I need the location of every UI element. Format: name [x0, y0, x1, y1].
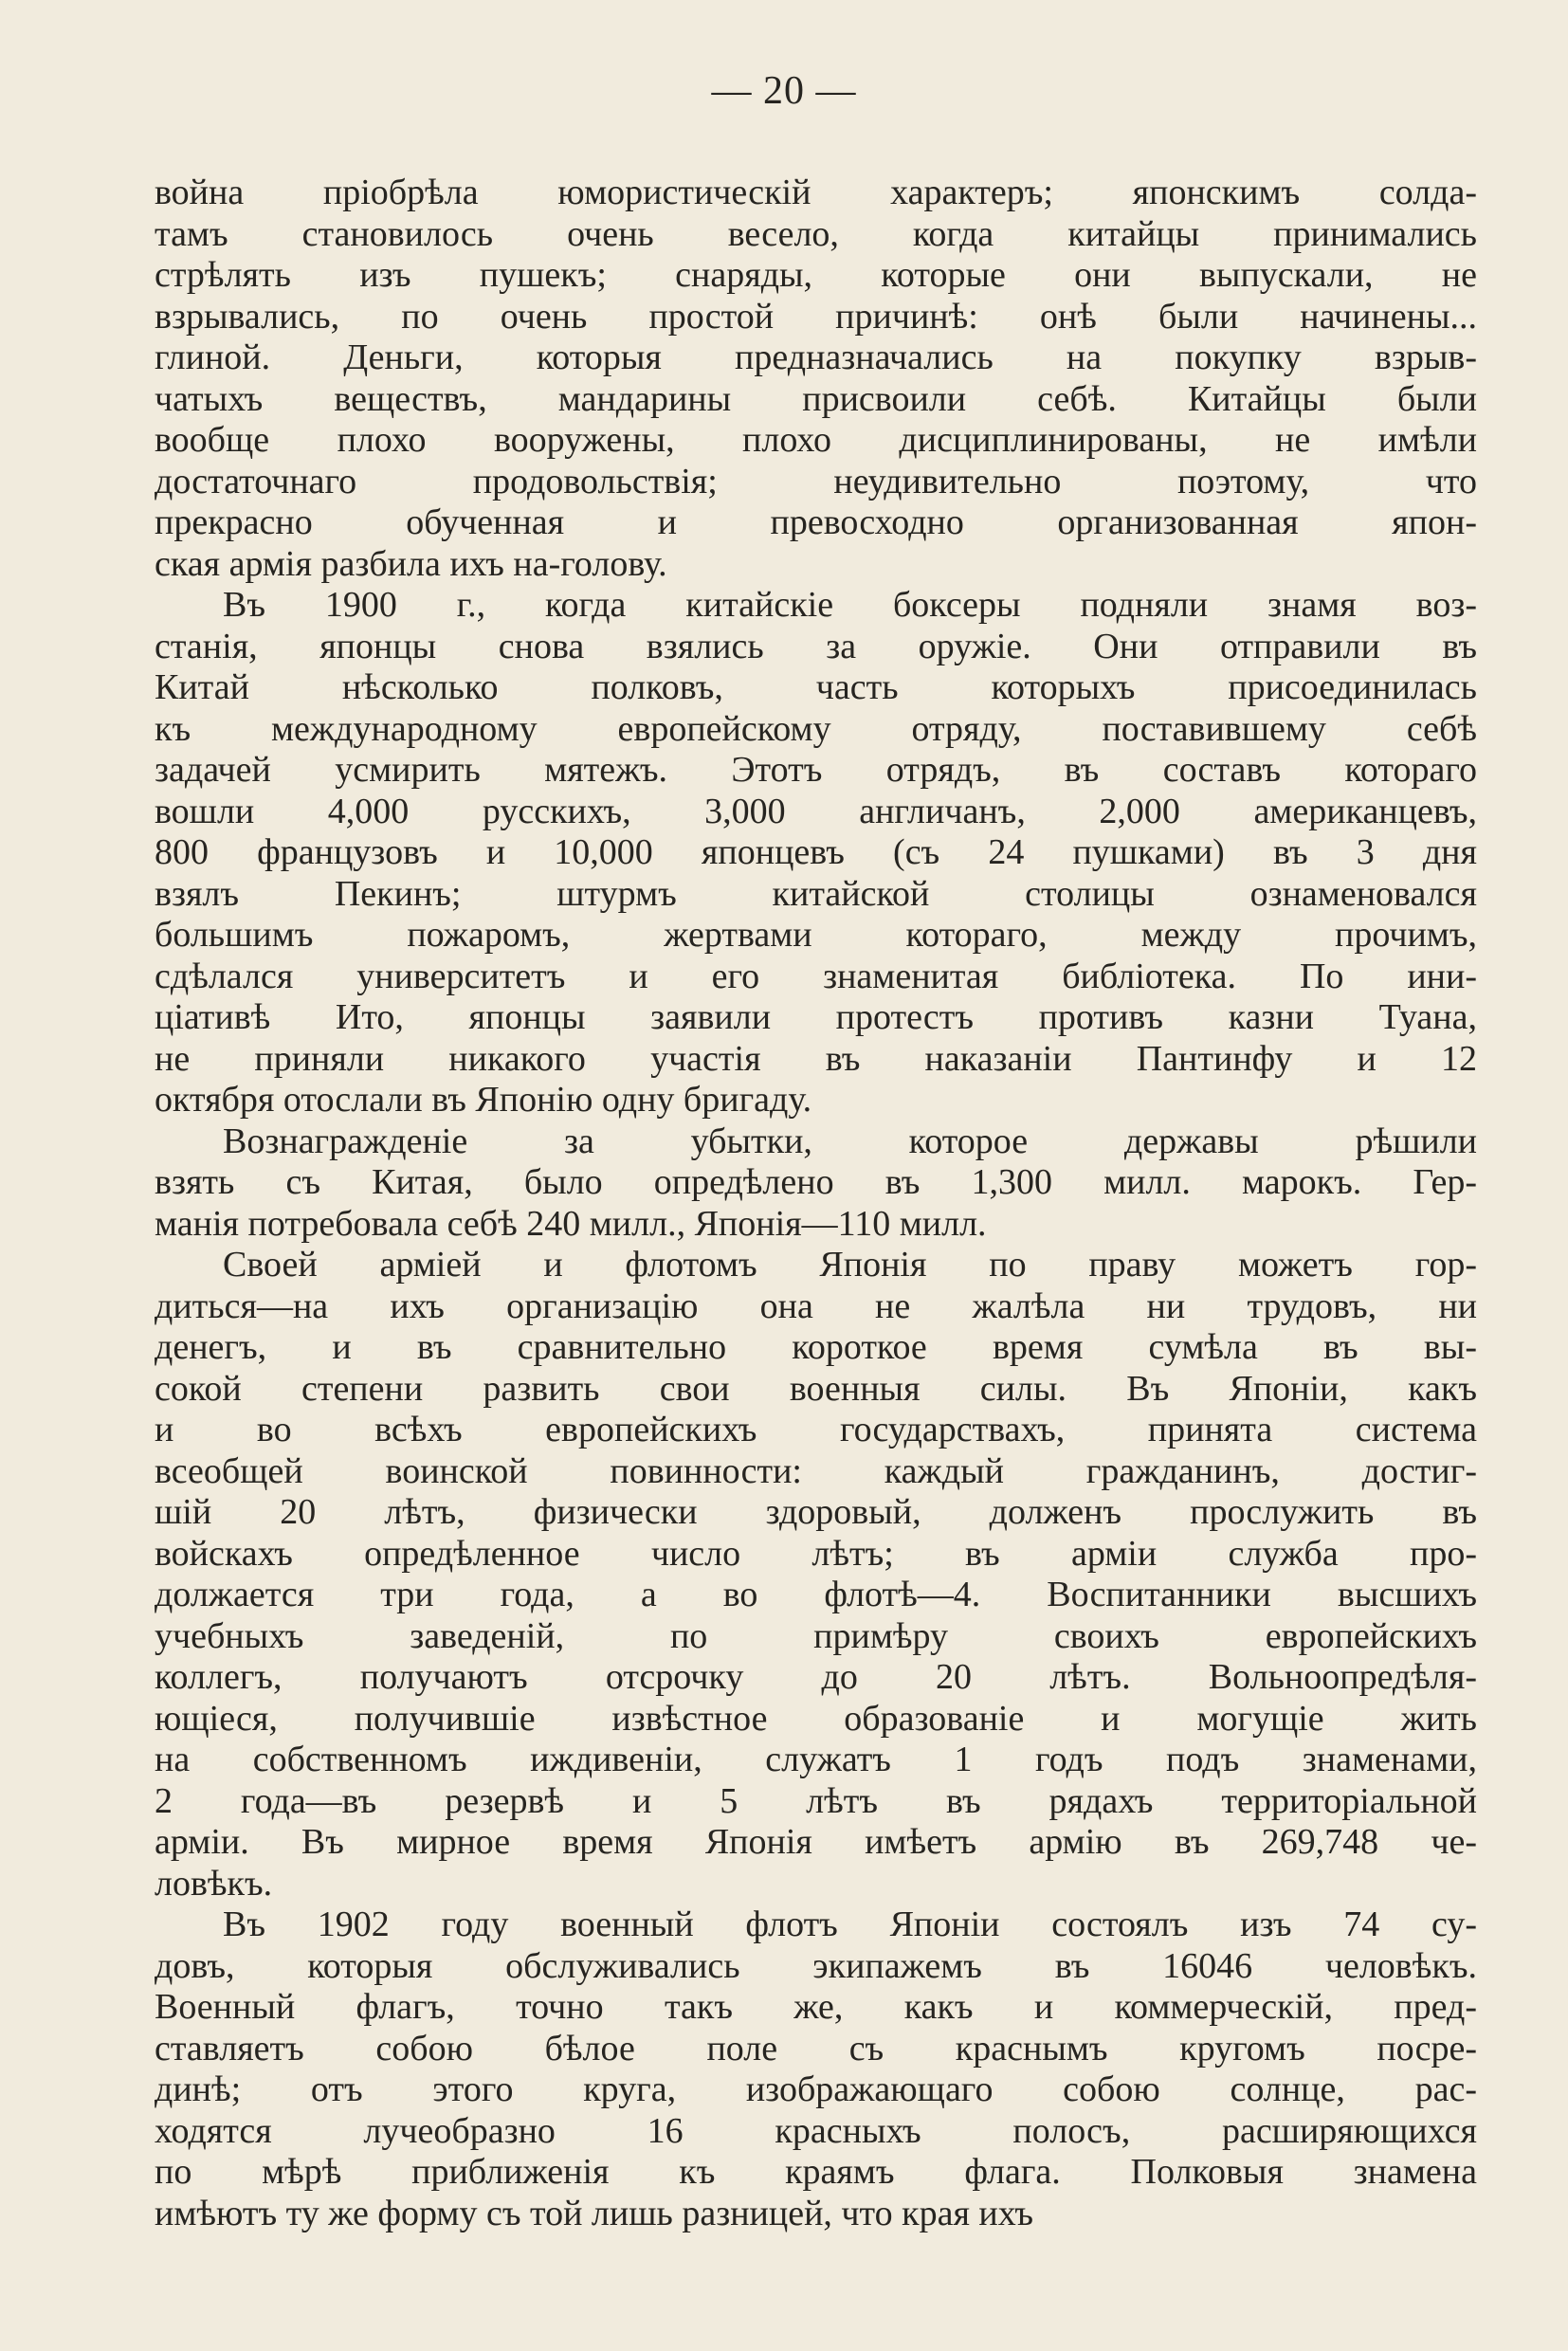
- text-line: стрѣлять изъ пушекъ; снаряды, которые они выпускали, не: [155, 255, 1477, 295]
- text-line: станія, японцы снова взялись за оружіе. Они отправили въ: [155, 626, 1477, 666]
- text-line: шій 20 лѣтъ, физически здоровый, долженъ прослужить въ: [155, 1492, 1477, 1532]
- text-line: взять съ Китая, было опредѣлено въ 1,300 милл. марокъ. Гер-: [155, 1162, 1477, 1202]
- text-line: ющіеся, получившіе извѣстное образованіе и могущіе жить: [155, 1698, 1477, 1739]
- text-line: всеобщей воинской повинности: каждый гражданинъ, достиг-: [155, 1450, 1477, 1491]
- text-line: глиной. Деньги, которыя предназначались на покупку взрыв-: [155, 337, 1477, 377]
- text-line: прекрасно обученная и превосходно организованная япон-: [155, 502, 1477, 542]
- text-line: денегъ, и въ сравнительно короткое время сумѣла въ вы-: [155, 1327, 1477, 1367]
- text-line: на собственномъ иждивеніи, служатъ 1 годъ подъ знаменами,: [155, 1740, 1477, 1779]
- text-line: ходятся лучеобразно 16 красныхъ полосъ, расширяющихся: [155, 2110, 1477, 2151]
- text-line: и во всѣхъ европейскихъ государствахъ, принята система: [155, 1410, 1477, 1449]
- text-line: вообще плохо вооружены, плохо дисциплинированы, не имѣли: [155, 420, 1477, 460]
- text-line: достаточнаго продовольствія; неудивительно поэтому, что: [155, 461, 1477, 501]
- paragraph: [155, 585, 1477, 1121]
- text-line: ціативѣ Ито, японцы заявили протестъ противъ казни Туана,: [155, 997, 1477, 1037]
- text-line: большимъ пожаромъ, жертвами котораго, между прочимъ,: [155, 915, 1477, 955]
- text-line: должается три года, а во флотѣ—4. Воспитанники высшихъ: [155, 1575, 1477, 1614]
- text-line: октября отослали въ Японію одну бригаду.: [155, 1080, 812, 1120]
- text-line: по мѣрѣ приближенія къ краямъ флага. Полковыя знамена: [155, 2152, 1477, 2192]
- text-line: взялъ Пекинъ; штурмъ китайской столицы ознаменовался: [155, 873, 1477, 914]
- text-line: задачей усмирить мятежъ. Этотъ отрядъ, въ составъ котораго: [155, 750, 1477, 790]
- text-line: сокой степени развить свои военныя силы. Въ Японіи, какъ: [155, 1368, 1477, 1409]
- paragraph: [155, 1121, 1477, 1246]
- text-line: учебныхъ заведеній, по примѣру своихъ европейскихъ: [155, 1615, 1477, 1656]
- text-line: ставляетъ собою бѣлое поле съ краснымъ кругомъ посре-: [155, 2028, 1477, 2069]
- text-line: сдѣлался университетъ и его знаменитая библіотека. По ини-: [155, 956, 1477, 996]
- text-line: взрывались, по очень простой причинѣ: онѣ были начинены...: [155, 296, 1477, 337]
- text-line: ская армія разбила ихъ на-голову.: [155, 543, 667, 584]
- body-text: [155, 173, 1477, 2234]
- paragraph: [155, 173, 1477, 585]
- text-line: война пріобрѣла юмористическій характеръ; японскимъ солда-: [155, 173, 1477, 212]
- text-line: Вознагражденіе за убытки, которое державы рѣшили: [223, 1121, 1477, 1161]
- text-line: вошли 4,000 русскихъ, 3,000 англичанъ, 2,000 американцевъ,: [155, 791, 1477, 831]
- text-line: чатыхъ веществъ, мандарины присвоили себѣ. Китайцы были: [155, 378, 1477, 419]
- text-line: арміи. Въ мирное время Японія имѣетъ армію въ 269,748 че-: [155, 1822, 1477, 1862]
- text-line: Въ 1900 г., когда китайскіе боксеры подняли знамя воз-: [223, 585, 1477, 625]
- text-line: войскахъ опредѣленное число лѣтъ; въ арміи служба про-: [155, 1533, 1477, 1574]
- paragraph: [155, 1245, 1477, 1904]
- text-line: диться—на ихъ организацію она не жалѣла ни трудовъ, ни: [155, 1285, 1477, 1326]
- text-line: Китай нѣсколько полковъ, часть которыхъ присоединилась: [155, 667, 1477, 707]
- text-line: манія потребовала себѣ 240 милл., Японія—110 милл.: [155, 1203, 987, 1244]
- text-line: довъ, которыя обслуживались экипажемъ въ 16046 человѣкъ.: [155, 1945, 1477, 1986]
- text-line: имѣютъ ту же форму съ той лишь разницей, что края ихъ: [155, 2193, 1033, 2233]
- page-number: — 20 —: [711, 69, 857, 113]
- text-line: ловѣкъ.: [155, 1863, 273, 1904]
- text-line: не приняли никакого участія въ наказаніи Пантинфу и 12: [155, 1038, 1477, 1079]
- text-line: 2 года—въ резервѣ и 5 лѣтъ въ рядахъ территоріальной: [155, 1780, 1477, 1821]
- text-line: коллегъ, получаютъ отсрочку до 20 лѣтъ. Вольноопредѣля-: [155, 1657, 1477, 1697]
- paragraph: [155, 1904, 1477, 2234]
- text-line: тамъ становилось очень весело, когда китайцы принимались: [155, 213, 1477, 254]
- text-line: 800 французовъ и 10,000 японцевъ (съ 24 пушками) въ 3 дня: [155, 832, 1477, 872]
- text-line: динѣ; отъ этого круга, изображающаго собою солнце, рас-: [155, 2069, 1477, 2109]
- text-line: къ международному европейскому отряду, поставившему себѣ: [155, 708, 1477, 749]
- text-line: Военный флагъ, точно такъ же, какъ и коммерческій, пред-: [155, 1987, 1477, 2027]
- text-line: Въ 1902 году военный флотъ Японіи состоялъ изъ 74 су-: [223, 1904, 1477, 1944]
- text-line: Своей арміей и флотомъ Японія по праву можетъ гор-: [223, 1245, 1477, 1285]
